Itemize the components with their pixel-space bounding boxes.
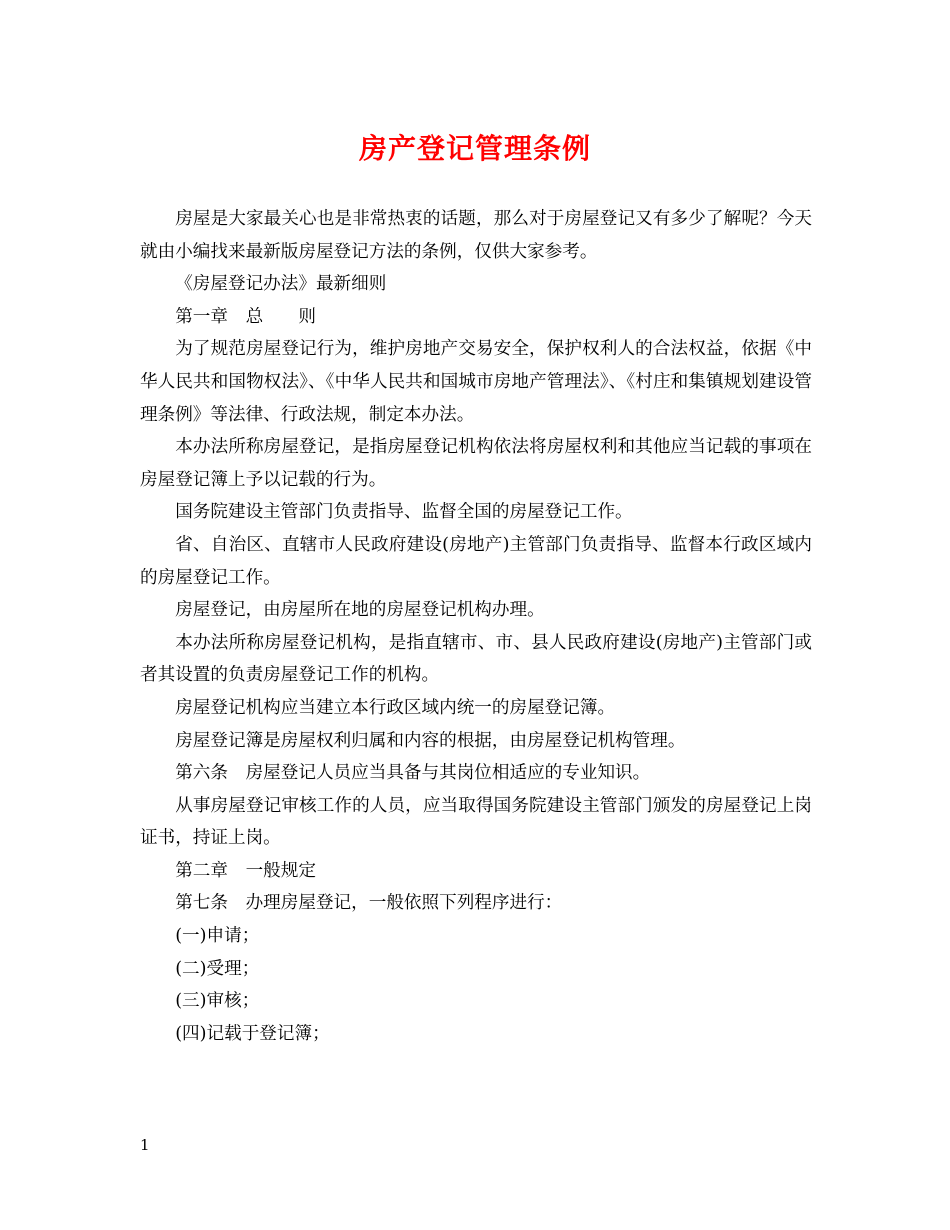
paragraph: 房屋是大家最关心也是非常热衷的话题，那么对于房屋登记又有多少了解呢？今天就由小编找来最新版房屋登记方法的条例，仅供大家参考。 xyxy=(140,209,812,262)
article-paragraph: 第六条 房屋登记人员应当具备与其岗位相适应的专业知识。 xyxy=(175,763,651,784)
list-item: (四)记载于登记簿； xyxy=(175,1023,330,1044)
document-title: 房产登记管理条例 xyxy=(358,132,591,165)
paragraph: 省、自治区、直辖市人民政府建设(房地产)主管部门负责指导、监督本行政区域内的房屋登记工作。 xyxy=(140,534,812,588)
paragraph: 房屋登记，由房屋所在地的房屋登记机构办理。 xyxy=(175,600,545,621)
paragraph: 本办法所称房屋登记机构，是指直辖市、市、县人民政府建设(房地产)主管部门或者其设置的负责房屋登记工作的机构。 xyxy=(140,632,812,686)
article-paragraph: 第七条 办理房屋登记，一般依照下列程序进行： xyxy=(175,893,563,914)
paragraph: 本办法所称房屋登记，是指房屋登记机构依法将房屋权利和其他应当记载的事项在房屋登记簿上予以记载的行为。 xyxy=(140,437,812,490)
document-body xyxy=(140,203,812,1050)
page-number: 1 xyxy=(140,1136,150,1154)
list-item: (三)审核； xyxy=(175,991,260,1012)
list-item: (二)受理； xyxy=(175,958,260,979)
chapter-heading: 第一章 总 则 xyxy=(175,306,316,327)
paragraph: 国务院建设主管部门负责指导、监督全国的房屋登记工作。 xyxy=(175,502,633,523)
chapter-heading: 第二章 一般规定 xyxy=(175,860,316,881)
paragraph: 从事房屋登记审核工作的人员，应当取得国务院建设主管部门颁发的房屋登记上岗证书，持证上岗。 xyxy=(140,795,812,849)
paragraph: 《房屋登记办法》最新细则 xyxy=(175,274,387,295)
paragraph: 为了规范房屋登记行为，维护房地产交易安全，保护权利人的合法权益，依据《中华人民共和国物权法》、《中华人民共和国城市房地产管理法》、《村庄和集镇规划建设管理条例》等法律、行政法规，制定本办法。 xyxy=(140,339,812,425)
paragraph: 房屋登记机构应当建立本行政区域内统一的房屋登记簿。 xyxy=(175,697,616,718)
paragraph: 房屋登记簿是房屋权利归属和内容的根据，由房屋登记机构管理。 xyxy=(175,730,686,751)
list-item: (一)申请； xyxy=(175,926,260,947)
